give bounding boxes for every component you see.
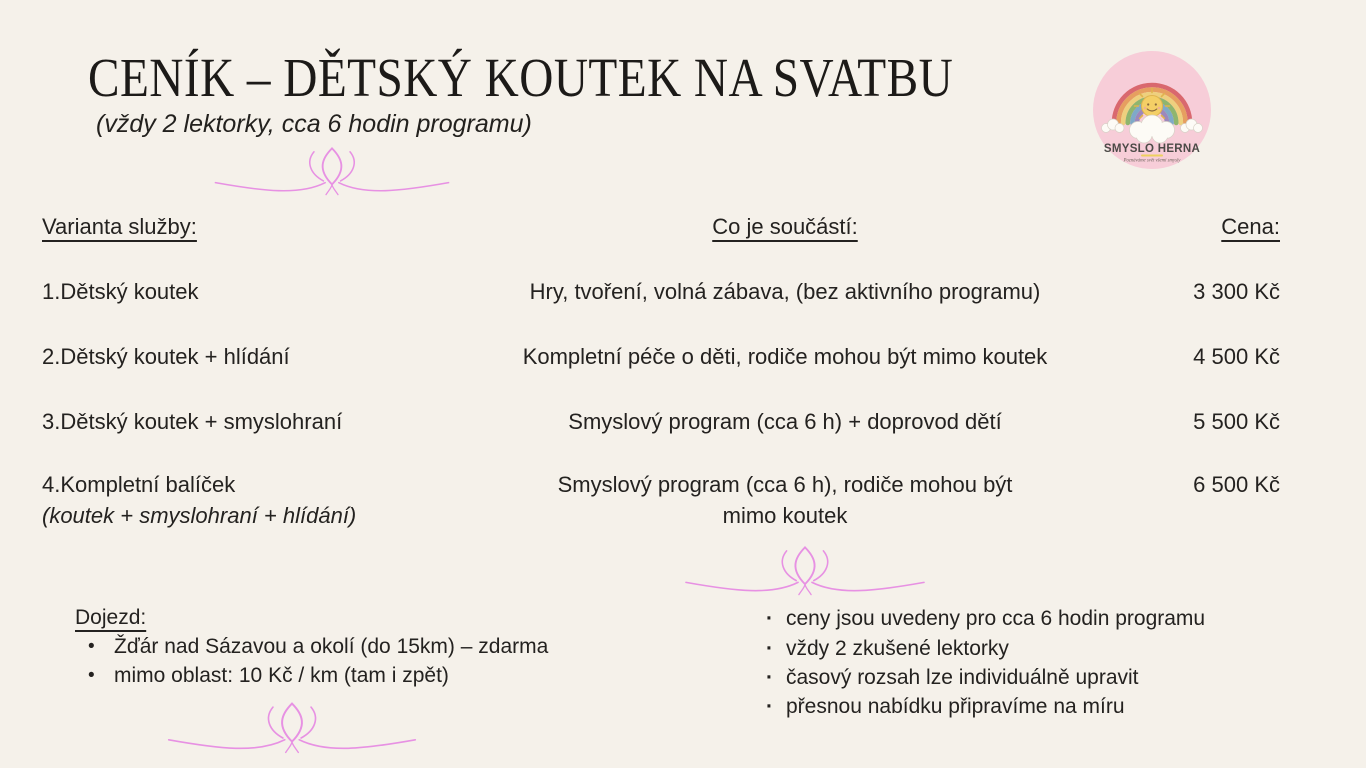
service-description: Hry, tvoření, volná zábava, (bez aktivního programu) [529,279,1041,304]
table-row-price [1110,276,1280,307]
logo-brand-text: SMYSLO HERNA [1103,143,1201,155]
table-row-included [455,469,1115,531]
service-price: 3 300 Kč [1193,279,1280,304]
table-row-price [1110,406,1280,437]
logo-tagline: Poznáváme svět všemi smysly [1123,158,1181,164]
column-header-variant: Varianta služby: [42,214,197,239]
page-title: CENÍK – DĚTSKÝ KOUTEK NA SVATBU [88,47,954,108]
note-item-text: časový rozsah lze individuálně upravit [786,666,1139,689]
table-row-price [1110,469,1280,500]
note-item [766,636,1009,661]
service-description: Kompletní péče o děti, rodiče mohou být mimo koutek [522,344,1048,369]
service-name: 2.Dětský koutek + hlídání [42,344,290,369]
service-price: 5 500 Kč [1193,409,1280,434]
page-subtitle: (vždy 2 lektorky, cca 6 hodin programu) [96,110,532,138]
flourish-divider-middle-icon [671,543,939,599]
dot-bullet-icon: · [766,695,773,718]
bullet-icon: • [88,636,95,657]
logo-underline-mark [1141,155,1163,157]
travel-item-text: mimo oblast: 10 Kč / km (tam i zpět) [114,664,449,687]
service-price: 6 500 Kč [1193,472,1280,497]
travel-item-text: Žďár nad Sázavou a okolí (do 15km) – zdarma [114,635,549,658]
dot-bullet-icon: · [766,607,773,630]
dot-bullet-icon: · [766,666,773,689]
service-description: Smyslový program (cca 6 h), rodiče mohou být [557,472,1013,497]
table-row-variant [42,341,472,372]
flourish-divider-top-icon [212,144,452,199]
column-header-price: Cena: [1221,214,1280,239]
note-item [766,694,1125,719]
table-row-variant [42,469,472,531]
note-item [766,665,1139,690]
service-price: 4 500 Kč [1193,344,1280,369]
travel-item [88,663,449,688]
travel-item [88,634,548,659]
note-item-text: vždy 2 zkušené lektorky [786,637,1009,660]
note-item-text: ceny jsou uvedeny pro cca 6 hodin programu [786,607,1206,630]
table-row-price [1110,341,1280,372]
note-item [766,606,1205,631]
service-description-line2: mimo koutek [722,503,848,528]
travel-heading: Dojezd: [75,606,147,629]
table-row-included [455,276,1115,307]
table-row-variant [42,276,472,307]
smyslo-herna-logo [1092,50,1212,170]
flourish-divider-bottom-icon [156,699,428,757]
service-name: 1.Dětský koutek [42,279,199,304]
dot-bullet-icon: · [766,637,773,660]
service-name: 3.Dětský koutek + smyslohraní [42,409,343,434]
table-row-included [455,406,1115,437]
service-name-note: (koutek + smyslohraní + hlídání) [42,503,357,528]
service-name: 4.Kompletní balíček [42,472,236,497]
bullet-icon: • [88,665,95,686]
table-row-included [455,341,1115,372]
table-row-variant [42,406,472,437]
note-item-text: přesnou nabídku připravíme na míru [786,695,1125,718]
service-description: Smyslový program (cca 6 h) + doprovod dětí [568,409,1002,434]
column-header-included: Co je součástí: [712,214,858,239]
